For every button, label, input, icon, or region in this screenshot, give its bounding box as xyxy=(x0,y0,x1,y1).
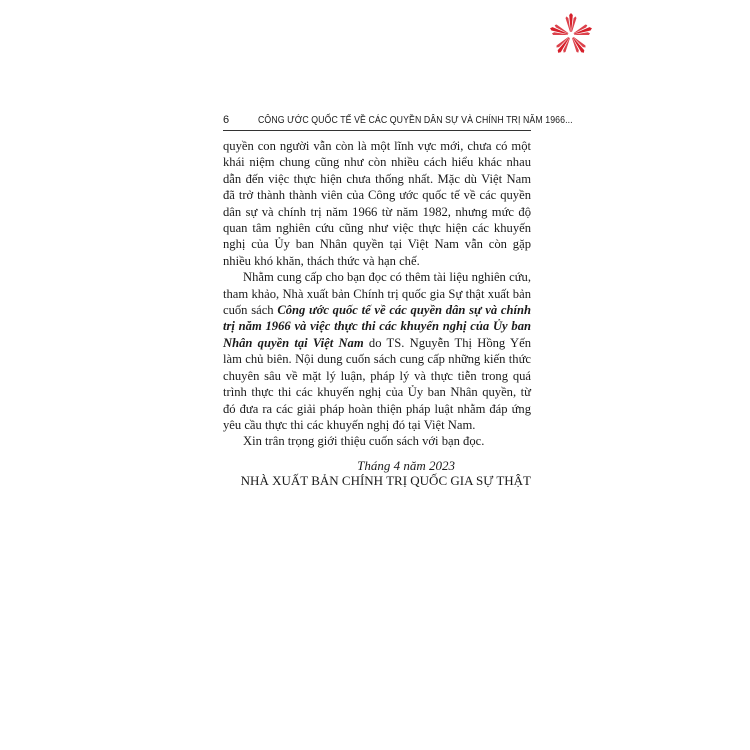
paragraph-2 xyxy=(223,269,531,433)
page-number: 6 xyxy=(223,114,230,126)
book-title: Công ước quốc tế về các quyền dân sự và chính trị năm 1966 và việc thực thi các khuyến nghị của Ủy ban Nhân quyền tại Việt Nam xyxy=(223,303,531,350)
running-header xyxy=(223,113,573,129)
signature-date: Tháng 4 năm 2023 xyxy=(357,458,455,473)
running-header-title: CÔNG ƯỚC QUỐC TẾ VỀ CÁC QUYỀN DÂN SỰ VÀ CHÍNH TRỊ NĂM 1966... xyxy=(258,115,573,126)
paragraph-1: quyền con người vẫn còn là một lĩnh vực mới, chưa có một khái niệm chung cũng như còn nhiều cách hiểu khác nhau dẫn đến việc thực hiện chưa thống nhất. Mặc dù Việt Nam đã trở thành thành viên của Công ước quốc tế về các quyền dân sự và chính trị năm 1966 từ năm 1982, nhưng mức độ quan tâm nghiên cứu cũng như việc thực hiện các khuyến nghị của Ủy ban Nhân quyền tại Việt Nam vẫn còn gặp nhiều khó khăn, thách thức và hạn chế. xyxy=(223,139,531,268)
header-rule xyxy=(223,130,531,131)
signature-publisher: NHÀ XUẤT BẢN CHÍNH TRỊ QUỐC GIA SỰ THẬT xyxy=(240,473,531,488)
paragraph-2-intro: Nhằm cung cấp cho bạn đọc có thêm tài liệu nghiên cứu, tham khảo, Nhà xuất bản Chính trị quốc gia Sự thật xuất bản cuốn sách xyxy=(223,270,531,318)
publisher-star-logo-icon xyxy=(548,12,594,58)
paragraph-3: Xin trân trọng giới thiệu cuốn sách với bạn đọc. xyxy=(243,434,485,449)
paragraph-2-rest: do TS. Nguyễn Thị Hồng Yến làm chủ biên. Nội dung cuốn sách cung cấp những kiến thức chuyên sâu về mặt lý luận, pháp lý và thực tiễn trong quá trình thực thi các khuyến nghị của Ủy ban Nhân quyền, từ đó đưa ra các giải pháp hoàn thiện pháp luật nhằm đáp ứng yêu cầu thực thi các khuyến nghị đó tại Việt Nam. xyxy=(223,335,531,432)
body-text xyxy=(223,138,531,450)
